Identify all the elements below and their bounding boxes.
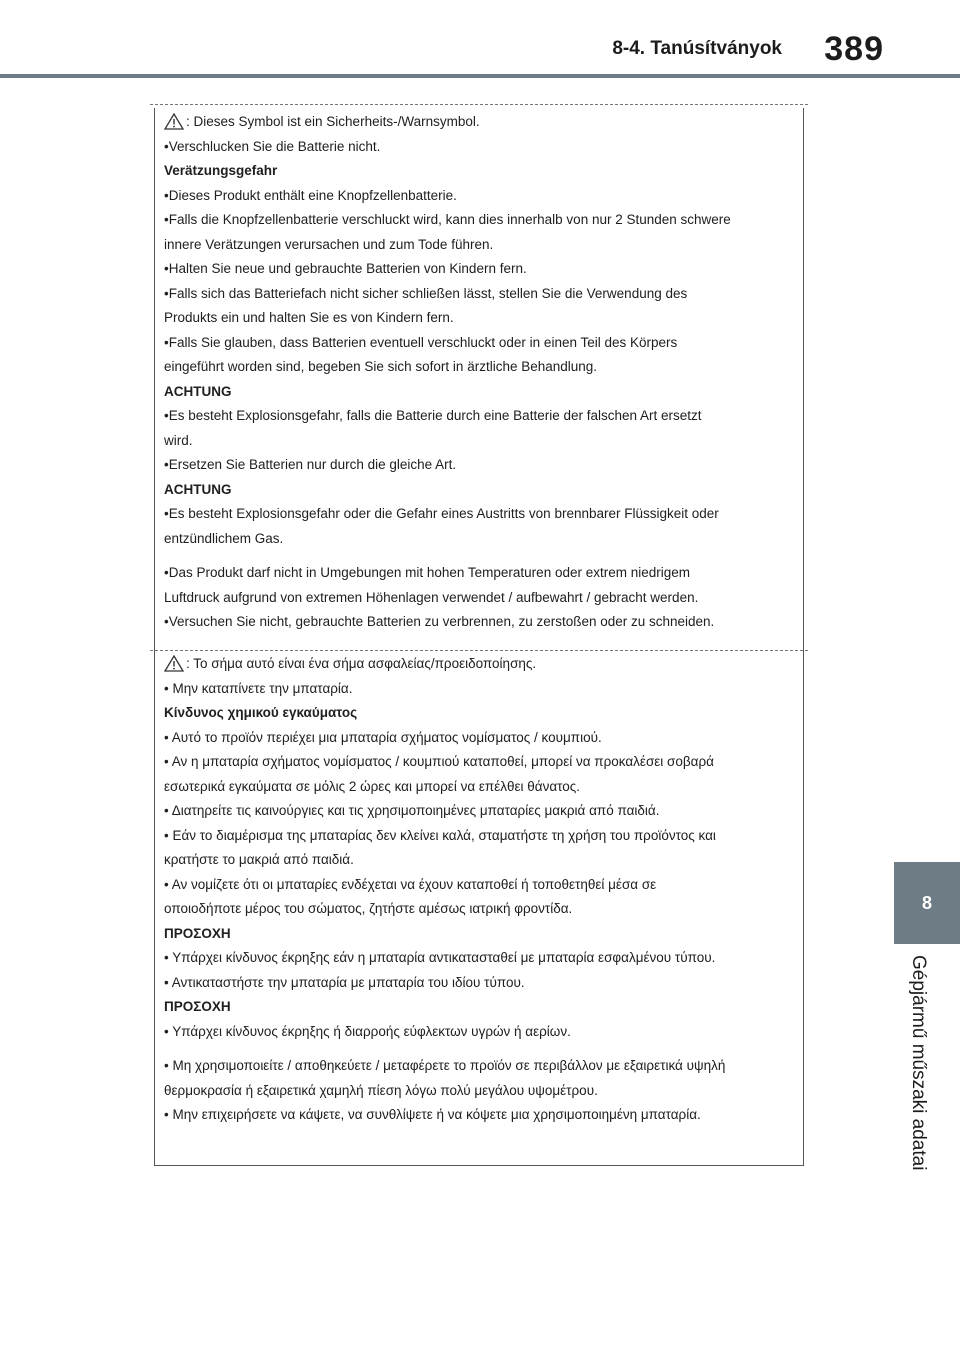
warning-text-line: eingeführt worden sind, begeben Sie sich sofort in ärztliche Behandlung.	[164, 359, 598, 374]
warning-text-line: •Versuchen Sie nicht, gebrauchte Batterien zu verbrennen, zu zerstoßen oder zu schneiden.	[164, 614, 715, 629]
warning-text-line: εσωτερικά εγκαύματα σε μόλις 2 ώρες και μπορεί να επέλθει θάνατος.	[164, 778, 581, 794]
warning-text-line: • Αντικαταστήστε την μπαταρία με μπαταρία του ιδίου τύπου.	[164, 974, 525, 990]
warning-text-line: • Αυτό το προϊόν περιέχει μια μπαταρία σχήματος νομίσματος / κουμπιού.	[164, 729, 602, 745]
chapter-tab[interactable]	[894, 862, 960, 944]
warning-text-line: innere Verätzungen verursachen und zum Tode führen.	[164, 236, 494, 252]
section-title: 8-4. Tanúsítványok	[612, 38, 782, 59]
warning-heading: Verätzungsgefahr	[164, 163, 278, 178]
warning-text-line: • Αν νομίζετε ότι οι μπαταρίες ενδέχεται να έχουν καταποθεί ή τοποθετηθεί μέσα σε	[164, 876, 657, 892]
german-title-line	[164, 110, 788, 135]
warning-text-line: •Dieses Produkt enthält eine Knopfzellenbatterie.	[164, 187, 457, 203]
greek-title-line	[164, 652, 788, 677]
warning-text-line: wird.	[164, 432, 193, 448]
warning-text-line: •Es besteht Explosionsgefahr, falls die Batterie durch eine Batterie der falschen Art ersetzt	[164, 408, 702, 423]
paragraph-gap	[164, 551, 788, 561]
section-divider	[150, 650, 808, 651]
warning-text-line: •Ersetzen Sie Batterien nur durch die gleiche Art.	[164, 457, 457, 472]
chapter-title: Gépjármű műszaki adatai	[908, 955, 929, 1171]
left-border	[154, 108, 155, 1166]
german-warning-panel	[164, 110, 788, 635]
header-rule	[0, 74, 960, 78]
warning-text-line: • Εάν το διαμέρισμα της μπαταρίας δεν κλείνει καλά, σταματήστε τη χρήση του προϊόντος και	[164, 827, 716, 843]
warning-text-line: • Αν η μπαταρία σχήματος νομίσματος / κουμπιού καταποθεί, μπορεί να προκαλέσει σοβαρά	[164, 754, 714, 769]
warning-text-line: Luftdruck aufgrund von extremen Höhenlagen verwendet / aufbewahrt / gebracht werden.	[164, 589, 699, 605]
top-dashed-border	[150, 104, 808, 105]
warning-text-line: • Μη χρησιμοποιείτε / αποθηκεύετε / μεταφέρετε το προϊόν σε περιβάλλον με εξαιρετικά υψηλή	[164, 1058, 726, 1073]
greek-text-lines	[164, 677, 788, 1128]
warning-text-line: • Υπάρχει κίνδυνος έκρηξης εάν η μπαταρία αντικατασταθεί με μπαταρία εσφαλμένου τύπου.	[164, 950, 716, 965]
warning-text-line: • Υπάρχει κίνδυνος έκρηξης ή διαρροής εύφλεκτων υγρών ή αερίων.	[164, 1023, 571, 1039]
paragraph-gap	[164, 1044, 788, 1054]
warning-text-line: •Falls die Knopfzellenbatterie verschluckt wird, kann dies innerhalb von nur 2 Stunden schwere	[164, 212, 731, 227]
greek-warning-panel	[164, 652, 788, 1128]
warning-text-line: •Es besteht Explosionsgefahr oder die Gefahr eines Austritts von brennbarer Flüssigkeit oder	[164, 506, 719, 521]
warning-text-line: • Μην καταπίνετε την μπαταρία.	[164, 680, 353, 696]
warning-heading: Κίνδυνος χημικού εγκαύματος	[164, 705, 358, 720]
warning-heading: ΠΡΟΣΟΧΗ	[164, 999, 231, 1014]
warning-heading: ACHTUNG	[164, 383, 232, 399]
warning-text-line: •Verschlucken Sie die Batterie nicht.	[164, 138, 381, 154]
warning-text-line: •Das Produkt darf nicht in Umgebungen mit hohen Temperaturen oder extrem niedrigem	[164, 565, 691, 580]
warning-text-line: • Μην επιχειρήσετε να κάψετε, να συνθλίψετε ή να κόψετε μια χρησιμοποιημένη μπαταρία.	[164, 1107, 701, 1122]
warning-text-line: •Falls Sie glauben, dass Batterien eventuell verschluckt oder in einen Teil des Körpers	[164, 334, 678, 350]
right-border	[803, 108, 804, 1166]
warning-text-line: θερμοκρασία ή εξαιρετικά χαμηλή πίεση λόγω πολύ μεγάλου υψομέτρου.	[164, 1082, 598, 1098]
warning-text-line: entzündlichem Gas.	[164, 530, 284, 546]
scanned-label-image	[150, 100, 808, 1168]
warning-triangle-icon	[164, 655, 184, 672]
bottom-border	[154, 1165, 804, 1166]
chapter-number: 8	[921, 892, 932, 913]
warning-text-line: •Falls sich das Batteriefach nicht sicher schließen lässt, stellen Sie die Verwendung des	[164, 285, 688, 301]
warning-text-line: οποιοδήποτε μέρος του σώματος, ζητήστε αμέσως ιατρική φροντίδα.	[164, 901, 573, 916]
greek-title: : Το σήμα αυτό είναι ένα σήμα ασφαλείας/προειδοποίησης.	[186, 656, 537, 671]
german-text-lines	[164, 135, 788, 635]
warning-text-line: Produkts ein und halten Sie es von Kindern fern.	[164, 310, 454, 325]
page-header	[0, 0, 960, 80]
warning-heading: ACHTUNG	[164, 481, 232, 497]
warning-heading: ΠΡΟΣΟΧΗ	[164, 925, 231, 941]
warning-text-line: •Halten Sie neue und gebrauchte Batterien von Kindern fern.	[164, 261, 527, 276]
german-title: : Dieses Symbol ist ein Sicherheits-/Warnsymbol.	[186, 114, 480, 129]
warning-text-line: • Διατηρείτε τις καινούργιες και τις χρησιμοποιημένες μπαταρίες μακριά από παιδιά.	[164, 803, 660, 818]
warning-text-line: κρατήστε το μακριά από παιδιά.	[164, 852, 354, 867]
warning-triangle-icon	[164, 113, 184, 130]
page-number: 389	[824, 30, 884, 68]
